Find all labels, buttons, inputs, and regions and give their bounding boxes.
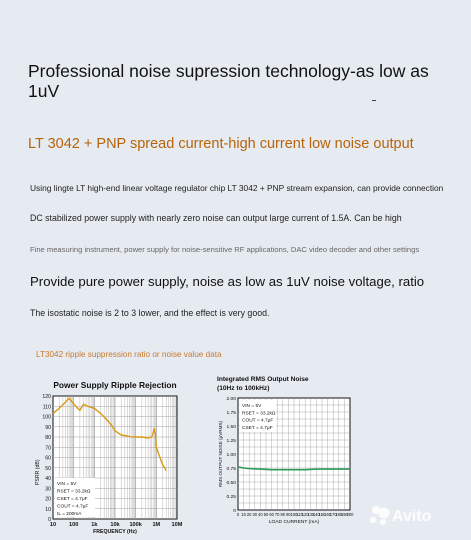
noise-chart bbox=[215, 372, 357, 532]
psrr-condition-label: IL = 200mA bbox=[57, 512, 82, 517]
psrr-condition-label: RSET = 33.2kΩ bbox=[57, 489, 91, 495]
noise-x-tick-label: 190 bbox=[340, 512, 348, 517]
psrr-x-tick-label: 10 bbox=[49, 522, 57, 528]
noise-y-tick-label: 2.00 bbox=[226, 397, 236, 402]
noise-y-tick-label: 1.50 bbox=[226, 425, 236, 430]
noise-x-tick-label: 100 bbox=[290, 512, 298, 517]
psrr-x-tick-label: 100 bbox=[68, 522, 79, 528]
noise-y-tick-label: 1.00 bbox=[226, 453, 236, 458]
psrr-x-tick-label: 100k bbox=[129, 522, 142, 528]
noise-x-tick-label: 60 bbox=[269, 512, 274, 517]
noise-x-tick-label: 200 bbox=[346, 512, 354, 517]
body-paragraph-1: Using lingte LT high-end linear voltage regulator chip LT 3042 + PNP stream expansion, can provide connection bbox=[30, 183, 444, 193]
noise-x-tick-label: 130 bbox=[307, 512, 315, 517]
noise-x-tick-label: 30 bbox=[252, 512, 258, 517]
psrr-x-tick-label: 10k bbox=[110, 522, 120, 528]
noise-y-tick-label: 0 bbox=[233, 509, 236, 514]
psrr-y-tick-label: 70 bbox=[45, 445, 51, 452]
psrr-y-tick-label: 50 bbox=[45, 465, 51, 472]
psrr-y-tick-label: 30 bbox=[45, 486, 51, 493]
psrr-chart-title: Power Supply Ripple Rejection bbox=[53, 380, 177, 390]
psrr-x-tick-label: 10M bbox=[171, 522, 183, 528]
noise-x-tick-label: 10 bbox=[241, 512, 246, 517]
psrr-y-tick-label: 80 bbox=[45, 435, 51, 441]
noise-x-tick-label: 0 bbox=[236, 512, 240, 517]
psrr-y-tick-label: 0 bbox=[48, 517, 51, 523]
psrr-y-tick-label: 60 bbox=[45, 455, 51, 462]
noise-y-tick-label: 1.75 bbox=[226, 411, 236, 416]
section-subheading: LT 3042 + PNP spread current-high current low noise output bbox=[28, 136, 414, 152]
noise-x-tick-label: 40 bbox=[258, 512, 263, 517]
noise-x-tick-label: 180 bbox=[335, 512, 343, 517]
psrr-y-axis-label: PSRR (dB) bbox=[35, 459, 41, 486]
body-paragraph-2: DC stabilized power supply with nearly zero noise can output large current of 1.5A. Can be high bbox=[30, 213, 402, 223]
noise-x-tick-label: 110 bbox=[296, 512, 303, 517]
noise-x-tick-label: 20 bbox=[246, 512, 252, 517]
noise-y-tick-label: 0.50 bbox=[226, 481, 236, 486]
noise-y-tick-label: 1.25 bbox=[226, 439, 236, 444]
avito-watermark bbox=[362, 501, 462, 529]
psrr-y-tick-label: 110 bbox=[42, 404, 51, 411]
psrr-x-axis-label: FREQUENCY (Hz) bbox=[93, 529, 137, 535]
noise-x-tick-label: 70 bbox=[274, 512, 280, 517]
psrr-y-tick-label: 20 bbox=[45, 496, 51, 503]
noise-x-tick-label: 160 bbox=[324, 512, 332, 517]
noise-x-axis-label: LOAD CURRENT (mA) bbox=[268, 520, 320, 525]
noise-x-tick-label: 80 bbox=[280, 512, 286, 517]
noise-x-tick-label: 90 bbox=[286, 512, 291, 517]
psrr-chart bbox=[28, 372, 190, 535]
psrr-condition-label: CSET = 4.7μF bbox=[57, 497, 88, 502]
noise-y-tick-label: 0.25 bbox=[226, 495, 236, 500]
divider-mark bbox=[372, 100, 376, 101]
psrr-condition-label: COUT = 4.7μF bbox=[57, 504, 89, 510]
avito-logo-icon bbox=[370, 506, 390, 525]
noise-x-tick-label: 140 bbox=[312, 512, 320, 517]
noise-condition-label: VIN = 5V bbox=[242, 404, 262, 409]
psrr-y-tick-label: 10 bbox=[45, 506, 51, 513]
noise-condition-label: COUT = 4.7μF bbox=[242, 418, 274, 424]
body-paragraph-4: Provide pure power supply, noise as low as 1uV noise voltage, ratio bbox=[30, 274, 425, 289]
psrr-x-tick-label: 1M bbox=[152, 522, 161, 528]
psrr-y-tick-label: 100 bbox=[42, 414, 51, 421]
noise-x-tick-label: 170 bbox=[329, 512, 337, 517]
psrr-condition-label: VIN = 5V bbox=[57, 482, 77, 487]
psrr-y-tick-label: 90 bbox=[45, 424, 51, 431]
noise-x-tick-label: 50 bbox=[263, 512, 269, 517]
svg-text:Avito: Avito bbox=[392, 508, 432, 525]
psrr-x-tick-label: 1k bbox=[91, 522, 98, 528]
chart-caption: LT3042 ripple suppression ratio or noise value data bbox=[36, 350, 222, 359]
page-headline: Professional noise supression technology-as low as 1uV bbox=[28, 61, 429, 101]
psrr-y-tick-label: 120 bbox=[42, 394, 51, 400]
noise-x-tick-label: 120 bbox=[301, 512, 309, 517]
noise-x-tick-label: 150 bbox=[318, 512, 326, 517]
noise-y-axis-label: RMS OUTPUT NOISE (μVRMS) bbox=[218, 420, 223, 488]
psrr-y-tick-label: 40 bbox=[45, 476, 51, 482]
body-paragraph-3: Fine measuring instrument, power supply for noise-sensitive RF applications, DAC video decoder and other settings bbox=[30, 245, 420, 254]
body-paragraph-5: The isostatic noise is 2 to 3 lower, and the effect is very good. bbox=[30, 308, 270, 318]
noise-condition-label: RSET = 33.2kΩ bbox=[242, 411, 276, 417]
noise-y-tick-label: 0.75 bbox=[226, 467, 236, 472]
noise-chart-title: Integrated RMS Output Noise bbox=[217, 376, 309, 383]
noise-condition-label: CSET = 4.7μF bbox=[242, 425, 273, 431]
noise-chart-subtitle: (10Hz to 100kHz) bbox=[217, 385, 270, 392]
